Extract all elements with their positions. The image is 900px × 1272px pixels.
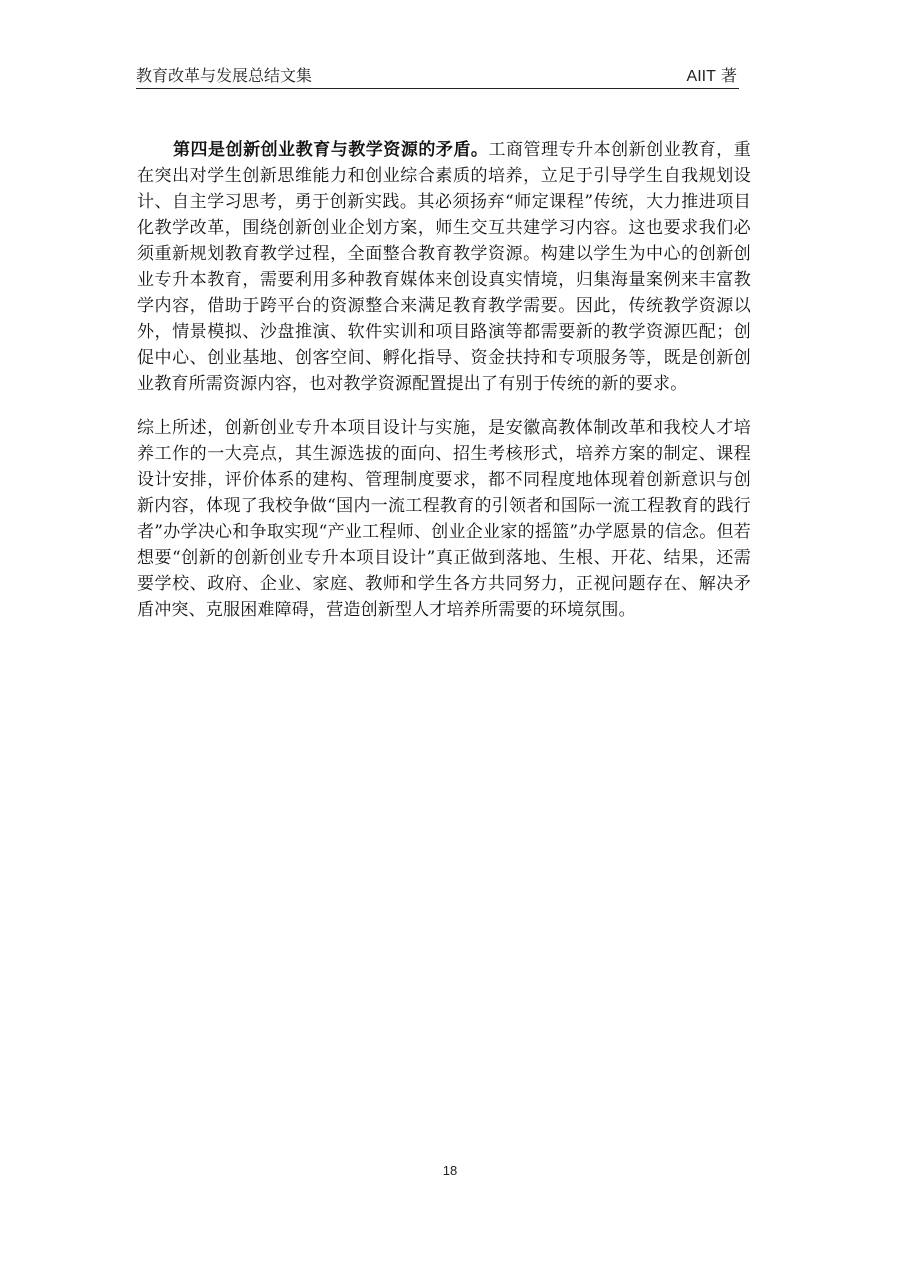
paragraph-conclusion: 综上所述，创新创业专升本项目设计与实施，是安徽高教体制改革和我校人才培养工作的一大亮点，其生源选拔的面向、招生考核形式，培养方案的制定、课程设计安排，评价体系的建构、管理制度要求，都不同程度地体现着创新意识与创新内容，体现了我校争做“国内一流工程教育的引领者和国际一流工程教育的践行者”办学决心和争取实现“产业工程师、创业企业家的摇篮”办学愿景的信念。但若想要“创新的创新创业专升本项目设计”真正做到落地、生根、开花、结果，还需要学校、政府、企业、家庭、教师和学生各方共同努力，正视问题存在、解决矛盾冲突、克服困难障碍，营造创新型人才培养所需要的环境氛围。 — [137, 418, 751, 620]
paragraph-resources-contradiction — [137, 137, 751, 397]
paragraph-body: 工商管理专升本创新创业教育，重在突出对学生创新思维能力和创业综合素质的培养，立足于引导学生自我规划设计、自主学习思考，勇于创新实践。其必须扬弃“师定课程”传统，大力推进项目化教学改革，围绕创新创业企划方案，师生交互共建学习内容。这也要求我们必须重新规划教育教学过程，全面整合教育教学资源。构建以学生为中心的创新创业专升本教育，需要利用多种教育媒体来创设真实情境，归集海量案例来丰富教学内容，借助于跨平台的资源整合来满足教育教学需要。因此，传统教学资源以外，情景模拟、沙盘推演、软件实训和项目路演等都需要新的教学资源匹配；创促中心、创业基地、创客空间、孵化指导、资金扶持和专项服务等，既是创新创业教育所需资源内容，也对教学资源配置提出了有别于传统的新的要求。 — [137, 140, 751, 394]
running-header — [136, 66, 739, 89]
paragraph-lead-heading: 第四是创新创业教育与教学资源的矛盾。 — [173, 140, 489, 160]
collection-title: 教育改革与发展总结文集 — [136, 66, 313, 85]
author-credit — [687, 66, 737, 87]
body-text — [137, 137, 751, 623]
page-number: 18 — [442, 1163, 458, 1178]
author-name: AIIT — [686, 68, 716, 85]
author-suffix: 著 — [720, 66, 737, 85]
